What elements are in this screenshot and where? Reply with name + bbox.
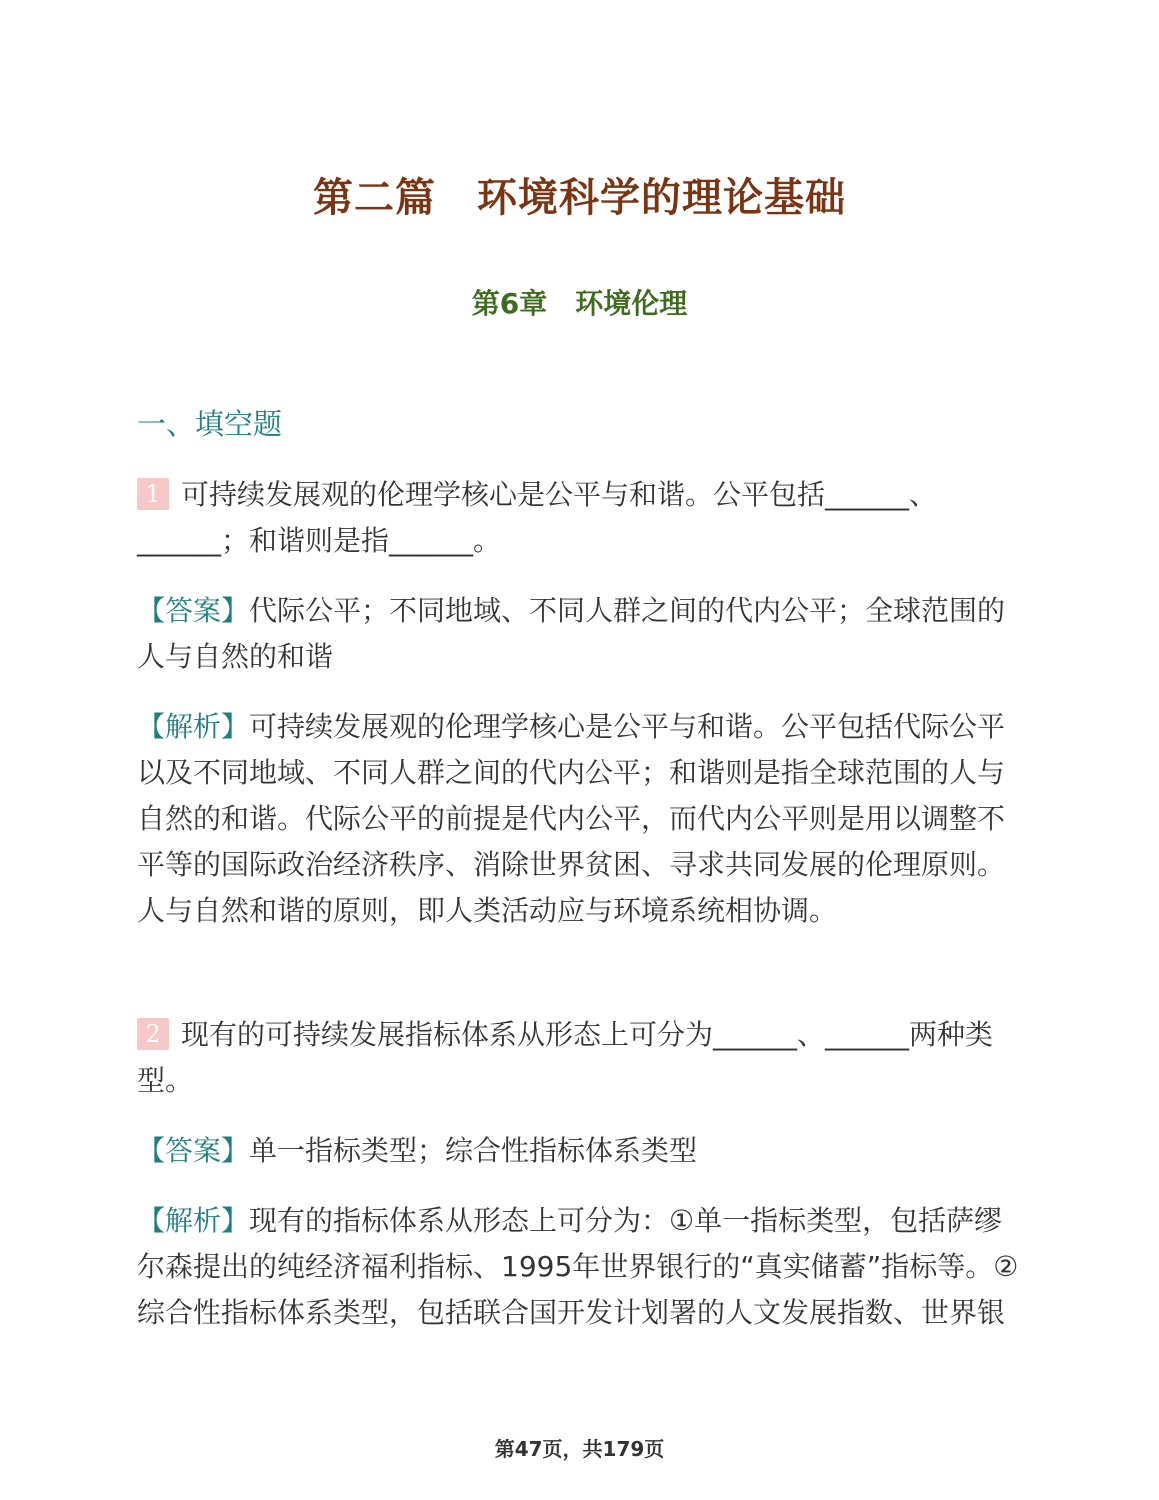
part-title: 第二篇 环境科学的理论基础	[313, 175, 846, 221]
analysis-text: 现有的指标体系从形态上可分为：①单一指标类型，包括萨缪尔森提出的纯经济福利指标、1995年世界银行的“真实储蓄”指标等。②综合性指标体系类型，包括联合国开发计划署的人文发展指数、世界银	[137, 1204, 1019, 1329]
page-number-footer: 第47页，共179页	[494, 1437, 665, 1461]
chapter-title: 第6章 环境伦理	[471, 287, 688, 320]
answer-1	[137, 588, 1022, 680]
answer-text: 单一指标类型；综合性指标体系类型	[249, 1134, 698, 1167]
analysis-2	[137, 1198, 1022, 1336]
analysis-1	[137, 704, 1022, 934]
section-title: 一、填空题	[137, 407, 283, 441]
answer-label: 【答案】	[137, 1134, 250, 1167]
answer-label: 【答案】	[137, 594, 250, 627]
analysis-text: 可持续发展观的伦理学核心是公平与和谐。公平包括代际公平以及不同地域、不同人群之间的代内公平；和谐则是指全球范围的人与自然的和谐。代际公平的前提是代内公平，而代内公平则是用以调整不平等的国际政治经济秩序、消除世界贫困、寻求共同发展的伦理原则。人与自然和谐的原则，即人类活动应与环境系统相协调。	[137, 710, 1006, 927]
question-text: 现有的可持续发展指标体系从形态上可分为______、______两种类型。	[137, 1018, 994, 1097]
question-text: 可持续发展观的伦理学核心是公平与和谐。公平包括______、______；和谐则是指______。	[137, 478, 938, 557]
question-number-badge: 2	[137, 1018, 169, 1050]
analysis-label: 【解析】	[137, 710, 250, 743]
question-1	[137, 472, 1022, 564]
analysis-label: 【解析】	[137, 1204, 250, 1237]
answer-2	[137, 1128, 1022, 1174]
answer-text: 代际公平；不同地域、不同人群之间的代内公平；全球范围的人与自然的和谐	[137, 594, 1006, 673]
question-number-badge: 1	[137, 478, 169, 510]
question-2	[137, 1012, 1022, 1104]
